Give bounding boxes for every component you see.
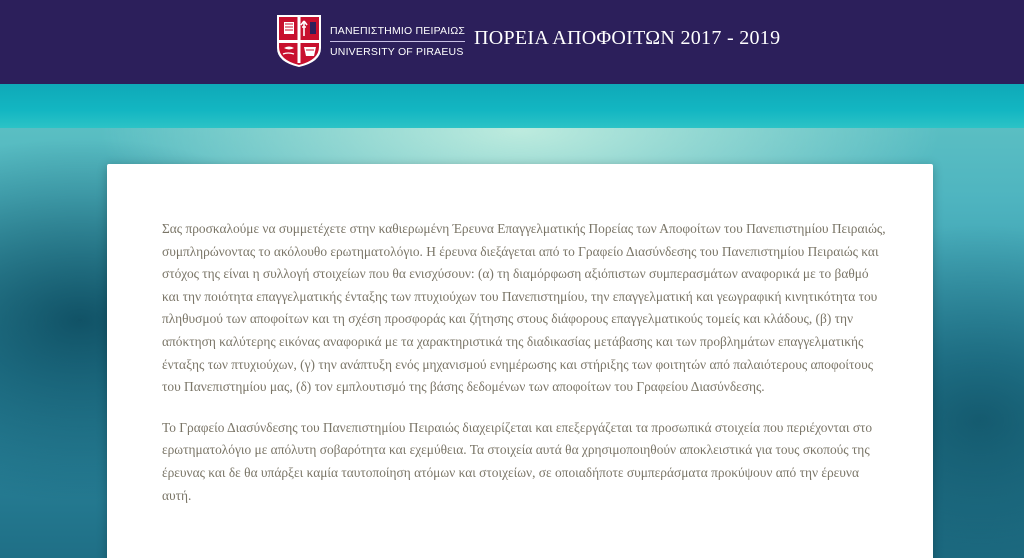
content-card xyxy=(107,164,933,558)
logo-text-english: UNIVERSITY OF PIRAEUS xyxy=(330,45,464,58)
logo-text-greek: ΠΑΝΕΠΙΣΤΗΜΙΟ ΠΕΙΡΑΙΩΣ xyxy=(330,25,465,42)
privacy-paragraph: Το Γραφείο Διασύνδεσης του Πανεπιστημίου Πειραιώς διαχειρίζεται και επεξεργάζεται τα προσωπικά στοιχεία που περιέχονται στο ερωτηματολόγιο με απόλυτη σοβαρότητα και εχεμύθεια. Τα στοιχεία αυτά θα χρησιμοποιηθούν αποκλειστικά για τους σκοπούς της έρευνας και δε θα υπάρξει καμία ταυτοποίηση ατόμων και στοιχείων, σε οποιαδήποτε συμπεράσματα προκύψουν από την έρευνα αυτή. xyxy=(162,419,873,503)
header-accent-band xyxy=(0,84,1024,128)
header-bar xyxy=(0,0,1024,84)
university-crest-icon xyxy=(276,14,322,68)
university-logo[interactable] xyxy=(276,14,465,68)
intro-text xyxy=(162,218,887,525)
page-title: ΠΟΡΕΙΑ ΑΠΟΦΟΙΤΩΝ 2017 - 2019 xyxy=(474,27,781,49)
intro-paragraph: Σας προσκαλούμε να συμμετέχετε στην καθιερωμένη Έρευνα Επαγγελματικής Πορείας των Αποφοίτων του Πανεπιστημίου Πειραιώς, συμπληρώνοντας το ακόλουθο ερωτηματολόγιο. Η έρευνα διεξάγεται από το Γραφείο Διασύνδεσης του Πανεπιστημίου Πειραιώς και στόχος της είναι η συλλογή στοιχείων που θα ενισχύσουν: (α) τη διαμόρφωση αξιόπιστων συμπερασμάτων αναφορικά με το βαθμό και την ποιότητα επαγγελματικής ένταξης των πτυχιούχων του Πανεπιστημίου, την επαγγελματική και γεωγραφική κινητικότητα του πληθυσμού των αποφοίτων και τη σχέση προσφοράς και ζήτησης στους διάφορους επαγγελματικούς τομείς και κλάδους, (β) την απόκτηση καλύτερης εικόνας αναφορικά με τα χαρακτηριστικά της διαδικασίας μετάβασης και των προβλημάτων επαγγελματικής ένταξης των πτυχιούχων, (γ) την ανάπτυξη ενός μηχανισμού ενημέρωσης και στήριξης των φοιτητών από παλαιότερους αποφοίτους του Πανεπιστημίου μας, (δ) τον εμπλουτισμό της βάσης δεδομένων των αποφοίτων του Γραφείου Διασύνδεσης. xyxy=(162,221,886,395)
